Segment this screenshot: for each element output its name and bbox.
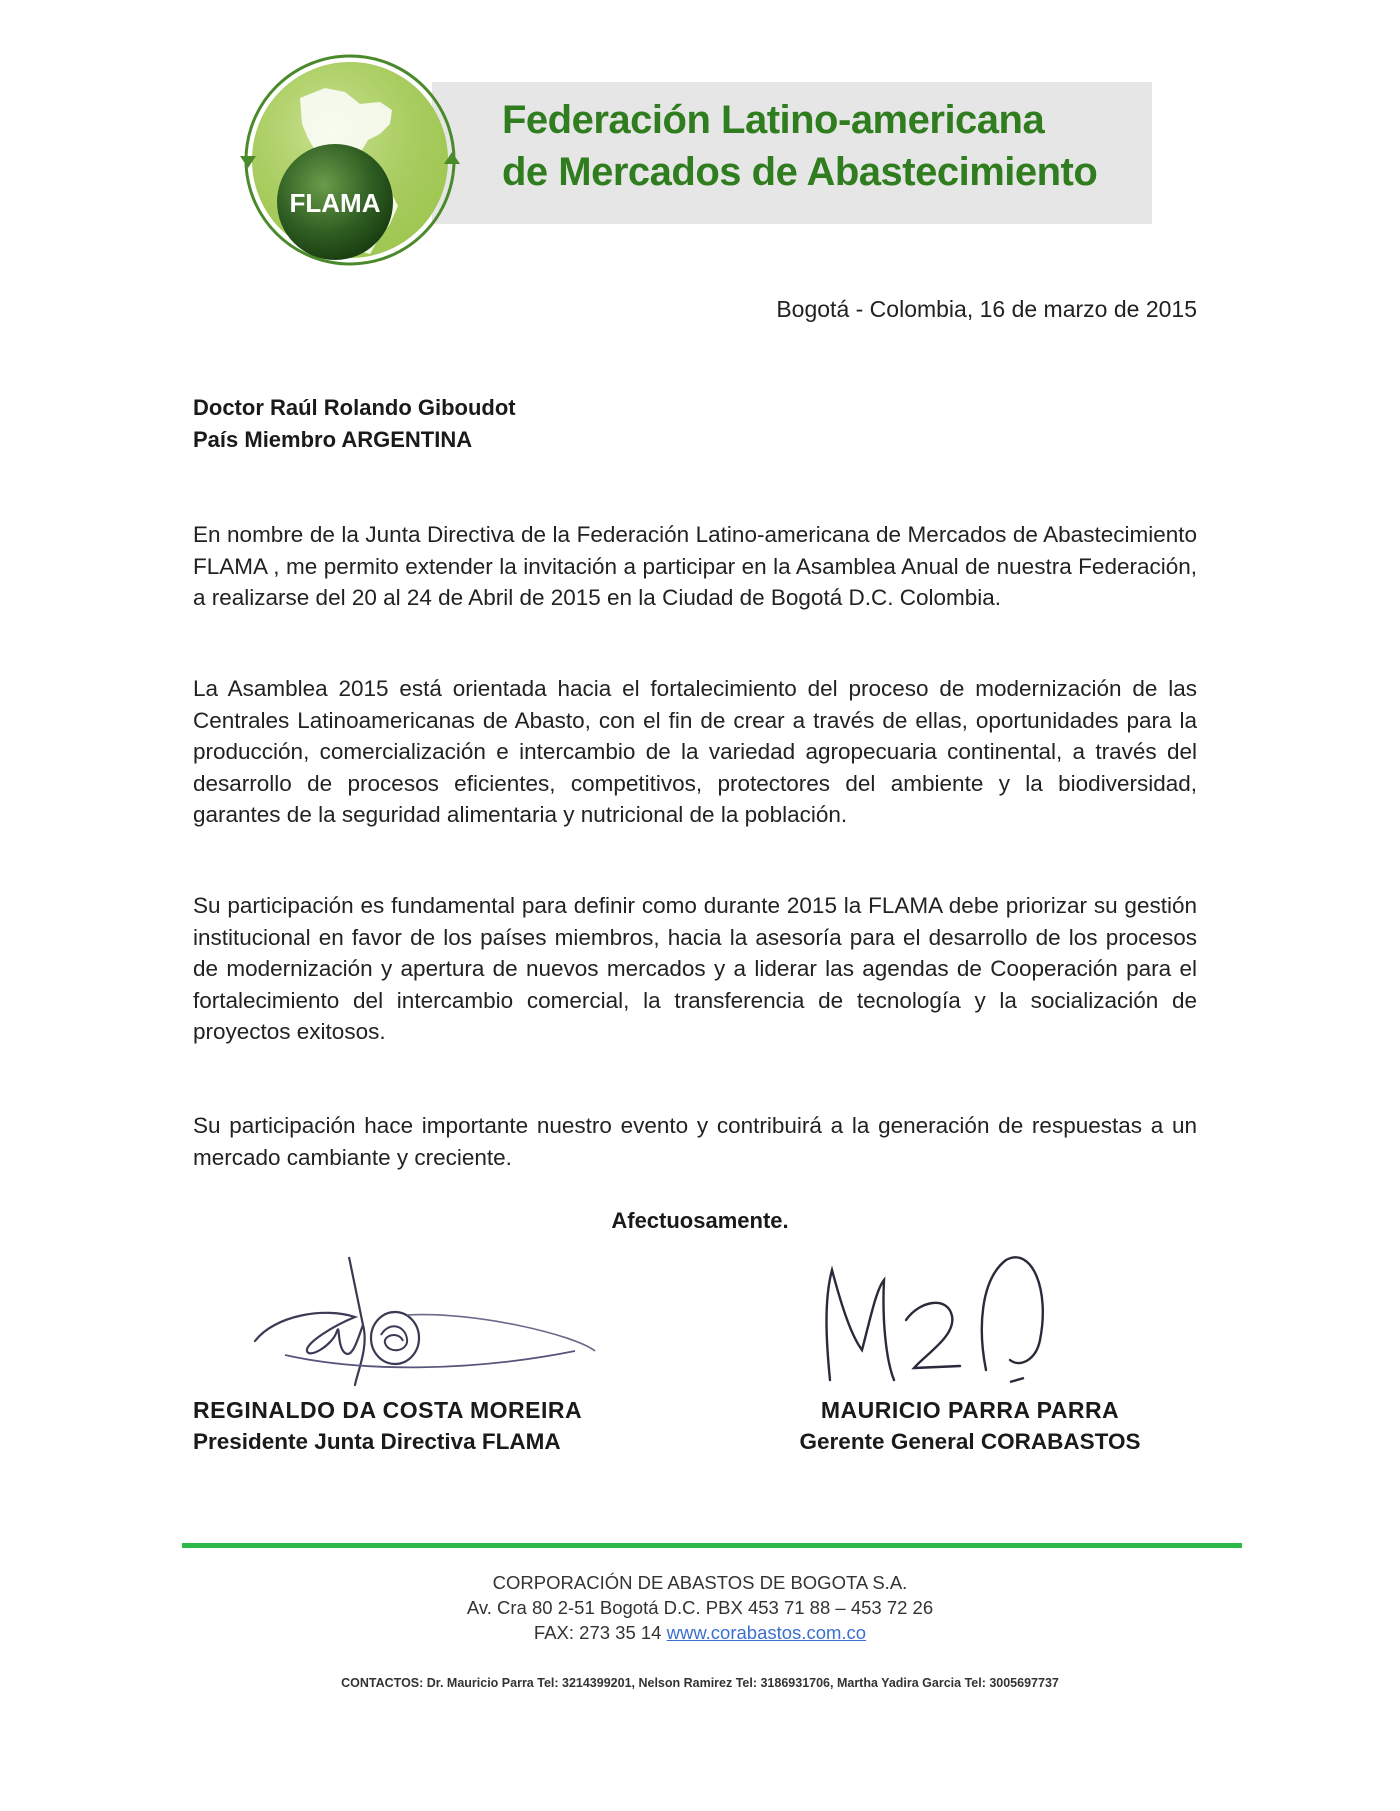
paragraph-4: Su participación hace importante nuestro evento y contribuirá a la generación de respuestas a un mercado cambiante y creciente.: [193, 1113, 1197, 1170]
globe-logo-icon: [230, 40, 470, 280]
logo-text: FLAMA: [289, 188, 381, 218]
signer-right-name: MAURICIO PARRA PARRA: [820, 1397, 1120, 1423]
signer-right-title: Gerente General CORABASTOS: [799, 1429, 1141, 1454]
title-line-2: de Mercados de Abastecimiento: [502, 150, 1098, 194]
footer-website-link[interactable]: www.corabastos.com.co: [666, 1622, 867, 1643]
organization-title: [502, 94, 1142, 198]
recipient-name: Doctor Raúl Rolando Giboudot: [193, 395, 516, 420]
footer-rule: [182, 1543, 1242, 1548]
footer-company: CORPORACIÓN DE ABASTOS DE BOGOTA S.A.: [492, 1572, 908, 1593]
footer-contacts: CONTACTOS: Dr. Mauricio Parra Tel: 3214399201, Nelson Ramirez Tel: 3186931706, Martha Yadira Garcia Tel: 3005697737: [341, 1676, 1059, 1690]
flama-logo: [230, 40, 470, 280]
footer-address: Av. Cra 80 2-51 Bogotá D.C. PBX 453 71 88 – 453 72 26: [466, 1597, 934, 1618]
footer: [0, 1570, 1400, 1645]
paragraph-1: En nombre de la Junta Directiva de la Federación Latino-americana de Mercados de Abastecimiento FLAMA , me permito extender la invitación a participar en la Asamblea Anual de nuestra Federación, a realizarse del 20 al 24 de Abril de 2015 en la Ciudad de Bogotá D.C. Colombia.: [193, 522, 1197, 610]
footer-fax-line: [0, 1620, 1400, 1645]
signer-left: [193, 1394, 582, 1458]
signer-right: [770, 1394, 1170, 1458]
dateline: Bogotá - Colombia, 16 de marzo de 2015: [776, 296, 1197, 322]
signer-left-title: Presidente Junta Directiva FLAMA: [193, 1429, 561, 1454]
signer-left-name: REGINALDO DA COSTA MOREIRA: [193, 1397, 583, 1423]
paragraph-3: Su participación es fundamental para definir como durante 2015 la FLAMA debe priorizar su gestión institucional en favor de los países miembros, hacia la asesoría para el desarrollo de los procesos de modernización y apertura de nuevos mercados y a liderar las agendas de Cooperación para el fortalecimiento del intercambio comercial, la transferencia de tecnología y la socialización de proyectos exitosos.: [193, 893, 1197, 1044]
signature-right-icon: [810, 1250, 1070, 1400]
title-line-1: Federación Latino-americana: [502, 98, 1045, 142]
recipient-block: [193, 392, 516, 456]
footer-fax: FAX: 273 35 14: [533, 1622, 662, 1643]
recipient-country: País Miembro ARGENTINA: [193, 427, 473, 452]
signature-left-icon: [245, 1255, 605, 1395]
paragraph-2: La Asamblea 2015 está orientada hacia el fortalecimiento del proceso de modernización de las Centrales Latinoamericanas de Abasto, con el fin de crear a través de ellas, oportunidades para la producción, comercialización e intercambio de la variedad agropecuaria continental, a través del desarrollo de procesos eficientes, competitivos, protectores del ambiente y la biodiversidad, garantes de la seguridad alimentaria y nutricional de la población.: [193, 676, 1197, 827]
closing: Afectuosamente.: [611, 1208, 789, 1233]
